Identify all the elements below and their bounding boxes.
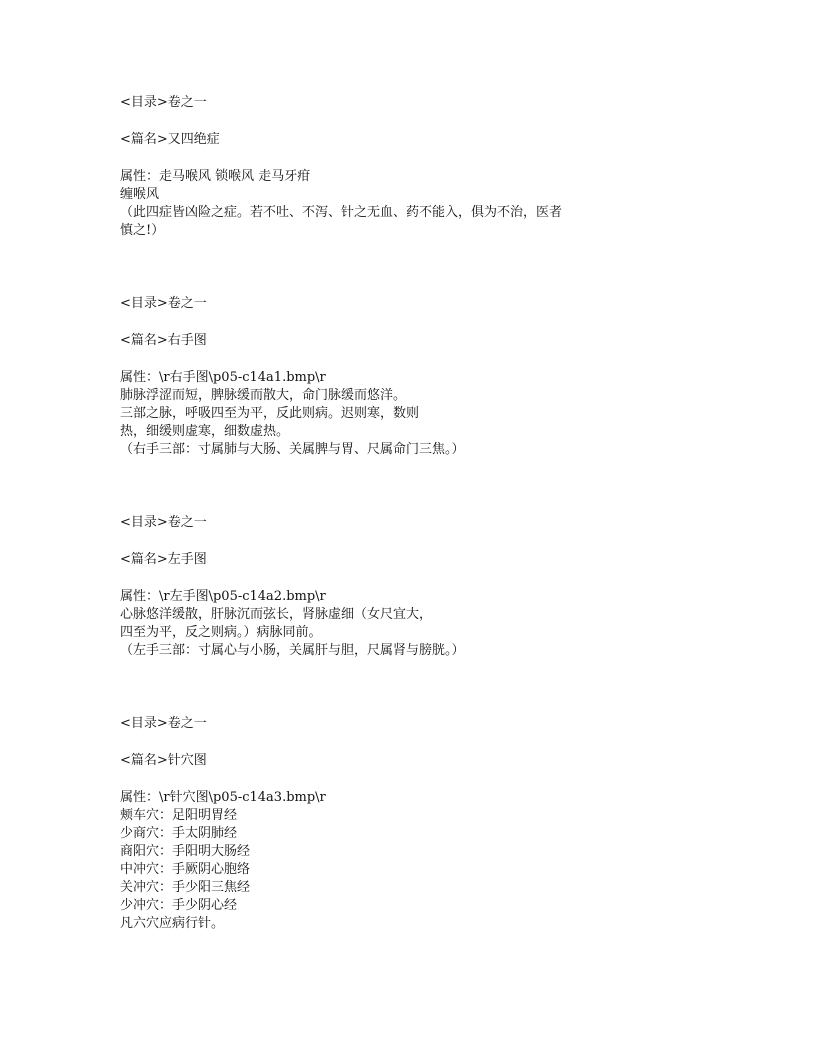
mulu-line: <目录>卷之一 (120, 716, 207, 731)
section-2 (120, 295, 610, 459)
body-line: 颊车穴：足阳明胃经 (120, 808, 238, 823)
body-line: 少冲穴：手少阴心经 (120, 898, 238, 913)
mulu-line: <目录>卷之一 (120, 296, 207, 311)
pianming-line: <篇名>针穴图 (120, 753, 207, 768)
section-1 (120, 94, 610, 240)
body-line: 肺脉浮涩而短，脾脉缓而散大，命门脉缓而悠洋。 (120, 388, 407, 403)
mulu-line: <目录>卷之一 (120, 515, 207, 530)
body-line: 属性：\r右手图\p05-c14a1.bmp\r (120, 370, 326, 385)
body-line: 属性：\r左手图\p05-c14a2.bmp\r (120, 589, 326, 604)
pianming-line: <篇名>左手图 (120, 552, 207, 567)
body-line: 属性：\r针穴图\p05-c14a3.bmp\r (120, 790, 326, 805)
body-line: 商阳穴：手阳明大肠经 (120, 844, 251, 859)
pianming-line: <篇名>又四绝症 (120, 132, 220, 147)
body-line: 缠喉风 (120, 187, 160, 202)
body-line: 心脉悠洋缓散，肝脉沉而弦长，肾脉虚细（女尺宜大， (120, 607, 433, 622)
body-line: （右手三部：寸属肺与大肠、关属脾与胃、尺属命门三焦。） (120, 442, 465, 457)
body-line: 中冲穴：手厥阴心胞络 (120, 862, 251, 877)
document-page (120, 94, 610, 933)
body-line: 三部之脉，呼吸四至为平，反此则病。迟则寒，数则 (120, 406, 420, 421)
body-line: （此四症皆凶险之症。若不吐、不泻、针之无血、药不能入，俱为不治，医者 (120, 205, 563, 220)
section-3 (120, 514, 610, 660)
body-line: （左手三部：寸属心与小肠，关属肝与胆，尺属肾与膀胱。） (120, 643, 465, 658)
body-line: 慎之!） (120, 223, 165, 238)
body-line: 凡六穴应病行针。 (120, 916, 225, 931)
body-line: 四至为平，反之则病。）病脉同前。 (120, 625, 322, 640)
body-line: 热，细缓则虚寒，细数虚热。 (120, 424, 290, 439)
body-line: 少商穴：手太阴肺经 (120, 826, 238, 841)
pianming-line: <篇名>右手图 (120, 333, 207, 348)
body-line: 属性：走马喉风 锁喉风 走马牙疳 (120, 169, 311, 184)
body-line: 关冲穴：手少阳三焦经 (120, 880, 251, 895)
mulu-line: <目录>卷之一 (120, 95, 207, 110)
section-4 (120, 715, 610, 933)
